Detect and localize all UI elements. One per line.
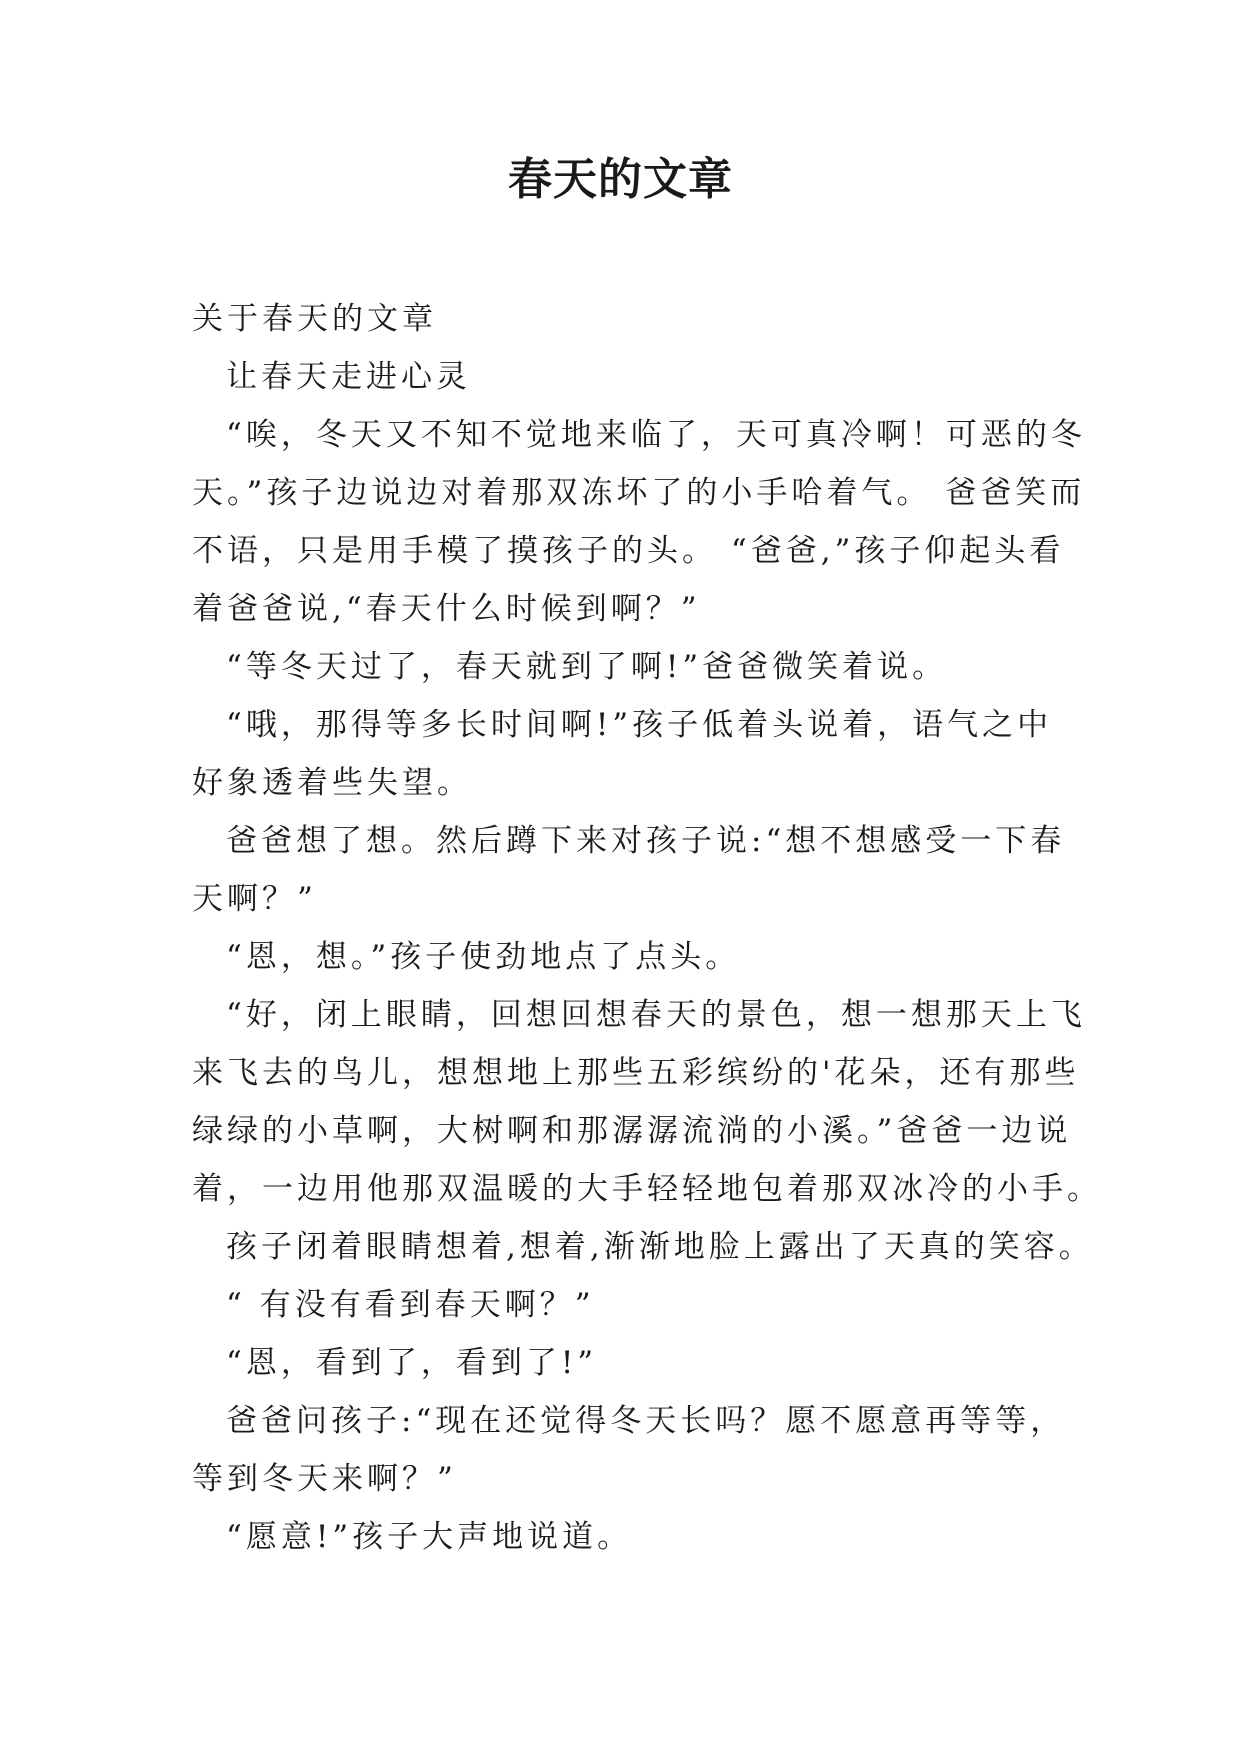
text-line: 着，一边用他那双温暖的大手轻轻地包着那双冰冷的小手。 [192,1171,1102,1207]
text-line: 天啊？” [192,881,317,917]
text-line: “唉，冬天又不知不觉地来临了，天可真冷啊！可恶的冬 [226,417,1086,453]
text-line: 让春天走进心灵 [226,359,471,395]
text-line: “等冬天过了，春天就到了啊!”爸爸微笑着说。 [226,649,948,685]
text-line: “愿意!”孩子大声地说道。 [226,1519,633,1555]
document-title: 春天的文章 [508,154,733,205]
text-line: 爸爸想了想。然后蹲下来对孩子说:“想不想感受一下春 [226,823,1066,859]
text-line: 好象透着些失望。 [192,765,472,801]
text-line: 爸爸问孩子:“现在还觉得冬天长吗？愿不愿意再等等， [226,1403,1066,1439]
text-line: “ 有没有看到春天啊？” [226,1287,595,1323]
text-line: 天。”孩子边说边对着那双冻坏了的小手哈着气。 爸爸笑而 [192,475,1086,511]
text-line: 着爸爸说,“春天什么时候到啊？” [192,591,701,627]
text-line: “恩，想。”孩子使劲地点了点头。 [226,939,741,975]
text-line: “恩，看到了，看到了!” [226,1345,598,1381]
text-line: “好，闭上眼睛，回想回想春天的景色，想一想那天上飞 [226,997,1086,1033]
text-line: 绿绿的小草啊，大树啊和那潺潺流淌的小溪。”爸爸一边说 [192,1113,1072,1149]
text-line: 孩子闭着眼睛想着,想着,渐渐地脸上露出了天真的笑容。 [226,1229,1094,1265]
text-line: 不语，只是用手模了摸孩子的头。 “爸爸,”孩子仰起头看 [192,533,1065,569]
text-line: 来飞去的鸟儿，想想地上那些五彩缤纷的'花朵，还有那些 [192,1055,1080,1091]
document-body [192,290,1102,1566]
text-line: “哦，那得等多长时间啊!”孩子低着头说着，语气之中 [226,707,1053,743]
text-line: 等到冬天来啊？” [192,1461,457,1497]
text-line: 关于春天的文章 [192,301,437,337]
